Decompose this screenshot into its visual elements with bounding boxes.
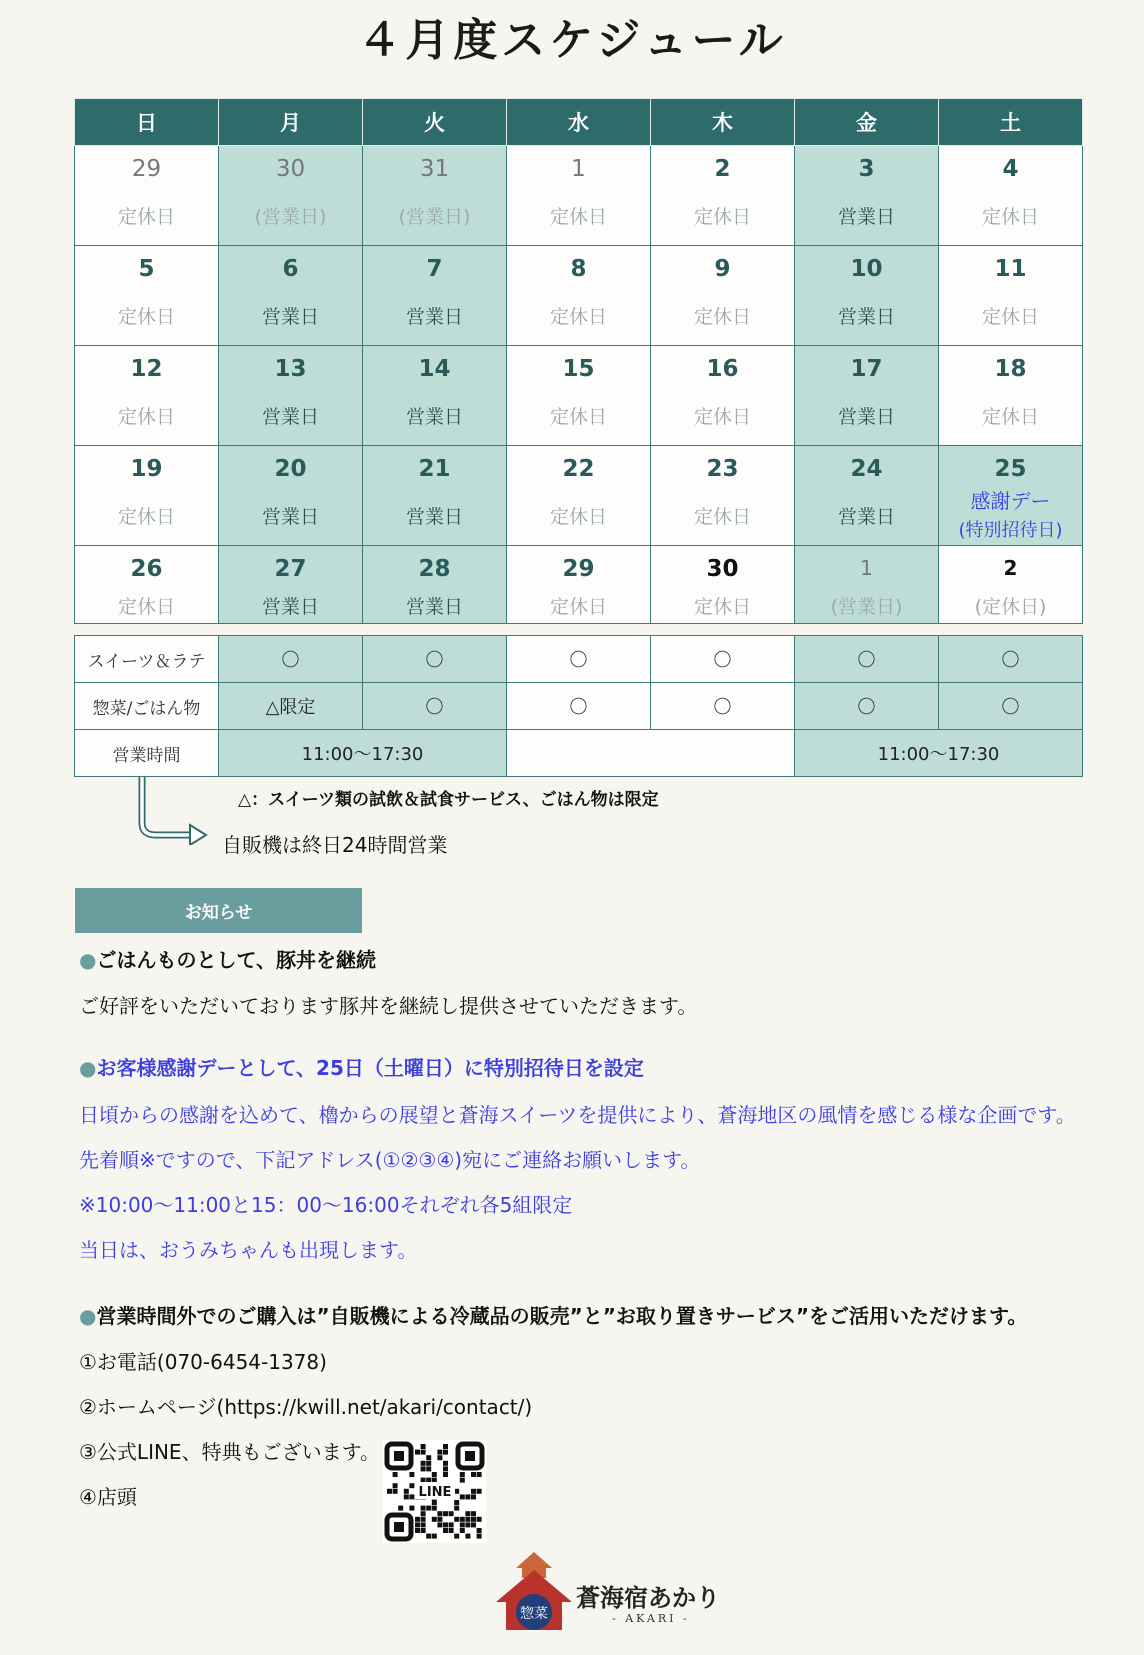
vending-note: 自販機は終日24時間営業 bbox=[222, 833, 448, 857]
calendar-day-cell bbox=[219, 546, 363, 624]
day-status: 営業日 bbox=[405, 506, 463, 528]
page-title: ４月度スケジュール bbox=[357, 15, 787, 66]
weekday-wed: 水 bbox=[507, 99, 651, 146]
sweets-wed: 〇 bbox=[507, 636, 651, 683]
day-status: 定休日 bbox=[117, 506, 175, 528]
calendar-day-cell bbox=[939, 246, 1083, 346]
deli-wed: 〇 bbox=[507, 683, 651, 730]
day-status: 定休日 bbox=[549, 306, 607, 328]
day-number: 2 bbox=[1003, 556, 1018, 580]
day-number: 21 bbox=[418, 456, 451, 482]
sweets-mon: 〇 bbox=[219, 636, 363, 683]
calendar-week-row bbox=[75, 546, 1083, 624]
day-number: 27 bbox=[274, 556, 307, 582]
day-number: 28 bbox=[418, 556, 451, 582]
day-status: 営業日 bbox=[405, 406, 463, 428]
calendar-day-cell bbox=[363, 446, 507, 546]
day-status: 営業日 bbox=[261, 406, 319, 428]
calendar-day-cell bbox=[795, 146, 939, 246]
day-number: 3 bbox=[858, 156, 875, 182]
calendar-day-cell bbox=[651, 246, 795, 346]
day-number: 22 bbox=[562, 456, 595, 482]
weekday-sun: 日 bbox=[75, 99, 219, 146]
day-status: 営業日 bbox=[837, 406, 895, 428]
logo-badge: 惣菜 bbox=[520, 1606, 548, 1622]
sweets-fri: 〇 bbox=[795, 636, 939, 683]
calendar-table bbox=[74, 98, 1083, 624]
day-status: 定休日 bbox=[549, 206, 607, 228]
hours-wed-thu bbox=[507, 730, 795, 777]
day-status: 定休日 bbox=[117, 306, 175, 328]
triangle-note: △：スイーツ類の試飲＆試食サービス、ごはん物は限定 bbox=[238, 790, 659, 810]
calendar-day-cell bbox=[363, 146, 507, 246]
calendar-day-cell bbox=[75, 346, 219, 446]
day-number: 8 bbox=[570, 256, 587, 282]
calendar-week-row bbox=[75, 146, 1083, 246]
day-status: 定休日 bbox=[693, 596, 751, 618]
day-number: 31 bbox=[419, 156, 450, 182]
special-day-label: 感謝デー bbox=[970, 489, 1051, 513]
news-item2-title: ●お客様感謝デーとして、25日（土曜日）に特別招待日を設定 bbox=[79, 1056, 644, 1080]
day-status: 定休日 bbox=[981, 306, 1039, 328]
day-status: 定休日 bbox=[117, 206, 175, 228]
day-number: 1 bbox=[571, 156, 586, 182]
day-number: 29 bbox=[131, 156, 162, 182]
day-status: 定休日 bbox=[693, 206, 751, 228]
day-number: 18 bbox=[994, 356, 1027, 382]
line-qr-code-icon[interactable] bbox=[383, 1440, 486, 1543]
sweets-thu: 〇 bbox=[651, 636, 795, 683]
calendar-week-row bbox=[75, 446, 1083, 546]
hours-row bbox=[75, 730, 1083, 777]
calendar-day-cell bbox=[363, 346, 507, 446]
day-status: (営業日) bbox=[398, 206, 471, 228]
akari-logo-icon bbox=[494, 1550, 574, 1635]
calendar-day-cell bbox=[651, 146, 795, 246]
news-item2-line: ※10:00～11:00と15：00～16:00それぞれ各5組限定 bbox=[79, 1193, 573, 1217]
bullet-icon: ● bbox=[79, 1056, 97, 1080]
day-status: 定休日 bbox=[549, 596, 607, 618]
bullet-icon: ● bbox=[79, 1304, 97, 1328]
weekday-sat: 土 bbox=[939, 99, 1083, 146]
day-status: (定休日) bbox=[974, 596, 1047, 618]
day-number: 12 bbox=[130, 356, 163, 382]
day-status: 定休日 bbox=[693, 406, 751, 428]
day-number: 17 bbox=[850, 356, 883, 382]
day-status: 定休日 bbox=[549, 406, 607, 428]
news-item3-title: ●営業時間外でのご購入は”自販機による冷蔵品の販売”と”お取り置きサービス”をご活用いただけます。 bbox=[79, 1304, 1028, 1328]
day-number: 30 bbox=[706, 556, 739, 582]
sweets-row bbox=[75, 636, 1083, 683]
contact-homepage[interactable]: ②ホームページ(https://kwill.net/akari/contact/) bbox=[79, 1395, 533, 1419]
day-number: 1 bbox=[860, 556, 873, 580]
day-number: 25 bbox=[994, 456, 1027, 482]
news-item1-title: ●ごはんものとして、豚丼を継続 bbox=[79, 948, 377, 972]
day-number: 15 bbox=[562, 356, 595, 382]
deli-sat: 〇 bbox=[939, 683, 1083, 730]
day-number: 13 bbox=[274, 356, 307, 382]
day-number: 23 bbox=[706, 456, 739, 482]
day-status: 定休日 bbox=[117, 406, 175, 428]
calendar-day-cell bbox=[507, 446, 651, 546]
day-number: 6 bbox=[282, 256, 299, 282]
calendar-day-cell bbox=[795, 546, 939, 624]
hours-fri-sat: 11:00～17:30 bbox=[795, 730, 1083, 777]
weekday-thu: 木 bbox=[651, 99, 795, 146]
sweets-sat: 〇 bbox=[939, 636, 1083, 683]
news-item1-body: ご好評をいただいております豚丼を継続し提供させていただきます。 bbox=[79, 994, 698, 1018]
qr-line-label: LINE bbox=[418, 1485, 452, 1500]
calendar-day-cell bbox=[219, 146, 363, 246]
calendar-day-cell bbox=[651, 446, 795, 546]
day-status: 営業日 bbox=[405, 596, 463, 618]
contact-line: ③公式LINE、特典もございます。 bbox=[79, 1440, 380, 1464]
calendar-day-cell bbox=[507, 246, 651, 346]
calendar-day-cell bbox=[507, 546, 651, 624]
day-status: 定休日 bbox=[549, 506, 607, 528]
calendar-day-cell bbox=[507, 346, 651, 446]
day-number: 7 bbox=[426, 256, 443, 282]
calendar-day-cell bbox=[651, 546, 795, 624]
calendar-week-row bbox=[75, 346, 1083, 446]
deli-label: 惣菜/ごはん物 bbox=[75, 683, 219, 730]
sweets-tue: 〇 bbox=[363, 636, 507, 683]
day-status: 営業日 bbox=[837, 306, 895, 328]
calendar-day-cell bbox=[219, 346, 363, 446]
day-number: 14 bbox=[418, 356, 451, 382]
logo-sub: - AKARI - bbox=[612, 1612, 690, 1625]
day-number: 30 bbox=[275, 156, 306, 182]
calendar-day-cell bbox=[363, 546, 507, 624]
day-status: 営業日 bbox=[837, 206, 895, 228]
turn-arrow-icon bbox=[132, 775, 212, 845]
news-heading: お知らせ bbox=[75, 888, 362, 933]
day-status: 営業日 bbox=[261, 506, 319, 528]
day-number: 24 bbox=[850, 456, 883, 482]
day-status: 定休日 bbox=[693, 506, 751, 528]
calendar-day-cell bbox=[75, 146, 219, 246]
calendar-day-cell bbox=[75, 246, 219, 346]
calendar-day-cell bbox=[795, 246, 939, 346]
news-item2-line: 先着順※ですので、下記アドレス(①②③④)宛にご連絡お願いします。 bbox=[79, 1148, 701, 1172]
day-number: 4 bbox=[1002, 156, 1019, 182]
sweets-label: スイーツ＆ラテ bbox=[75, 636, 219, 683]
day-number: 29 bbox=[562, 556, 595, 582]
logo-name: 蒼海宿あかり bbox=[576, 1583, 720, 1612]
calendar-day-cell bbox=[795, 346, 939, 446]
day-status: (営業日) bbox=[830, 596, 903, 618]
calendar-day-cell bbox=[219, 446, 363, 546]
day-number: 5 bbox=[138, 256, 155, 282]
day-status bbox=[939, 486, 1082, 545]
calendar-day-cell bbox=[75, 446, 219, 546]
calendar-day-cell bbox=[939, 146, 1083, 246]
day-status: 営業日 bbox=[837, 506, 895, 528]
day-number: 10 bbox=[850, 256, 883, 282]
hours-mon-tue: 11:00～17:30 bbox=[219, 730, 507, 777]
contact-phone: ①お電話(070-6454-1378) bbox=[79, 1350, 327, 1374]
calendar-day-cell bbox=[507, 146, 651, 246]
calendar-day-cell bbox=[939, 346, 1083, 446]
day-number: 19 bbox=[130, 456, 163, 482]
day-number: 9 bbox=[714, 256, 731, 282]
day-number: 26 bbox=[130, 556, 163, 582]
calendar-day-cell bbox=[795, 446, 939, 546]
news-item2-line: 当日は、おうみちゃんも出現します。 bbox=[79, 1238, 418, 1262]
special-day-sublabel: (特別招待日) bbox=[958, 520, 1063, 541]
weekday-tue: 火 bbox=[363, 99, 507, 146]
deli-tue: 〇 bbox=[363, 683, 507, 730]
day-status: 定休日 bbox=[981, 406, 1039, 428]
calendar-day-cell bbox=[939, 546, 1083, 624]
hours-label: 営業時間 bbox=[75, 730, 219, 777]
weekday-mon: 月 bbox=[219, 99, 363, 146]
service-table bbox=[74, 635, 1083, 777]
day-number: 2 bbox=[714, 156, 731, 182]
day-status: 定休日 bbox=[117, 596, 175, 618]
deli-mon: △限定 bbox=[219, 683, 363, 730]
day-number: 16 bbox=[706, 356, 739, 382]
deli-thu: 〇 bbox=[651, 683, 795, 730]
calendar-week-row bbox=[75, 246, 1083, 346]
deli-row bbox=[75, 683, 1083, 730]
news-item2-line: 日頃からの感謝を込めて、櫓からの展望と蒼海スイーツを提供により、蒼海地区の風情を感じる様な企画です。 bbox=[79, 1103, 1076, 1127]
bullet-icon: ● bbox=[79, 948, 97, 972]
day-status: (営業日) bbox=[254, 206, 327, 228]
day-status: 定休日 bbox=[693, 306, 751, 328]
day-status: 定休日 bbox=[981, 206, 1039, 228]
calendar-day-cell bbox=[939, 446, 1083, 546]
weekday-header-row bbox=[75, 99, 1083, 146]
calendar-day-cell bbox=[363, 246, 507, 346]
contact-store: ④店頭 bbox=[79, 1485, 137, 1509]
calendar-day-cell bbox=[75, 546, 219, 624]
day-status: 営業日 bbox=[405, 306, 463, 328]
deli-fri: 〇 bbox=[795, 683, 939, 730]
calendar-day-cell bbox=[219, 246, 363, 346]
weekday-fri: 金 bbox=[795, 99, 939, 146]
day-status: 営業日 bbox=[261, 306, 319, 328]
calendar-day-cell bbox=[651, 346, 795, 446]
day-number: 20 bbox=[274, 456, 307, 482]
day-number: 11 bbox=[994, 256, 1027, 282]
day-status: 営業日 bbox=[261, 596, 319, 618]
